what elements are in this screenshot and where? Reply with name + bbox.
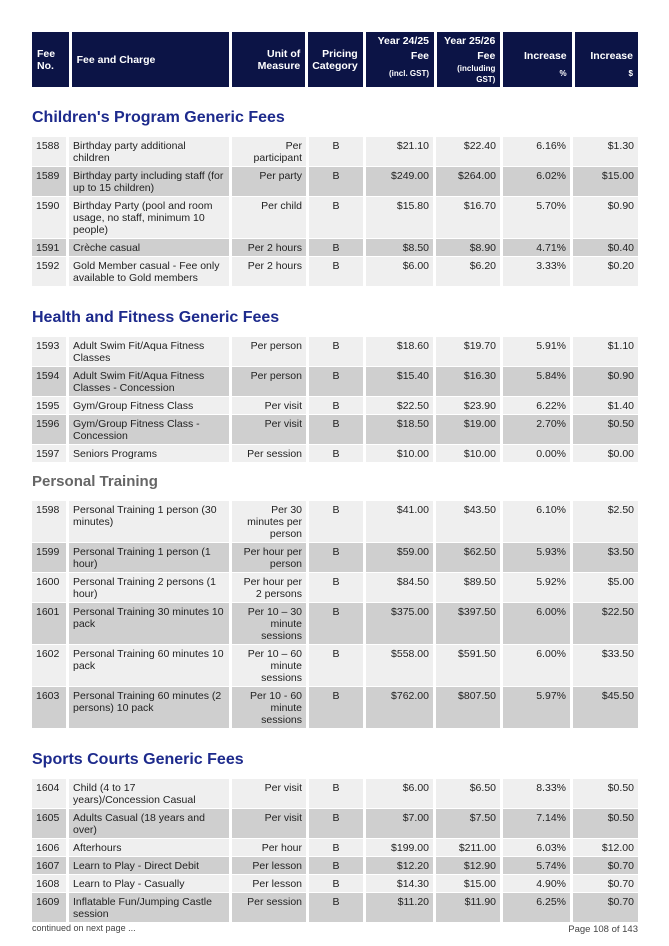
fee-number: 1603 [32, 687, 69, 729]
header-increase-pct [503, 32, 571, 87]
fee-2025-26: $8.90 [436, 239, 503, 257]
header-year2-title: Year 25/26 [443, 35, 496, 47]
header-fee-and-charge-label: Fee and Charge [76, 54, 156, 66]
table-row [32, 415, 638, 445]
header-category-label: Pricing Category [312, 48, 358, 72]
header-increase-pct-unit: % [559, 69, 567, 78]
increase-percent: 8.33% [503, 779, 573, 809]
pricing-category: B [309, 857, 366, 875]
fee-2025-26: $6.20 [436, 257, 503, 287]
subsection-title: Personal Training [32, 473, 158, 490]
header-increase-dollar-label: Increase [590, 50, 633, 62]
increase-dollar: $33.50 [573, 645, 638, 687]
fee-name: Learn to Play - Casually [69, 875, 232, 893]
fee-number: 1598 [32, 501, 69, 543]
increase-percent: 7.14% [503, 809, 573, 839]
header-unit-of-measure [232, 32, 305, 87]
fee-2024-25: $249.00 [366, 167, 436, 197]
page-number: Page 108 of 143 [568, 924, 638, 935]
section-title: Sports Courts Generic Fees [32, 751, 244, 768]
table-row [32, 337, 638, 367]
unit-of-measure: Per party [232, 167, 309, 197]
fee-number: 1602 [32, 645, 69, 687]
pricing-category: B [309, 445, 366, 463]
fee-name: Crèche casual [69, 239, 232, 257]
fee-2024-25: $21.10 [366, 137, 436, 167]
fee-2025-26: $6.50 [436, 779, 503, 809]
increase-percent: 5.91% [503, 337, 573, 367]
pricing-category: B [309, 573, 366, 603]
pricing-category: B [309, 257, 366, 287]
fee-name: Learn to Play - Direct Debit [69, 857, 232, 875]
fee-number: 1595 [32, 397, 69, 415]
unit-of-measure: Per person [232, 337, 309, 367]
fee-2024-25: $15.80 [366, 197, 436, 239]
table-row [32, 239, 638, 257]
fee-name: Personal Training 30 minutes 10 pack [69, 603, 232, 645]
increase-percent: 6.02% [503, 167, 573, 197]
fee-schedule-page [32, 32, 638, 923]
fee-number: 1605 [32, 809, 69, 839]
fee-2025-26: $211.00 [436, 839, 503, 857]
section-title: Health and Fitness Generic Fees [32, 309, 280, 326]
increase-dollar: $0.90 [573, 367, 638, 397]
fee-number: 1599 [32, 543, 69, 573]
fee-2024-25: $84.50 [366, 573, 436, 603]
increase-percent: 0.00% [503, 445, 573, 463]
unit-of-measure: Per hour per 2 persons [232, 573, 309, 603]
unit-of-measure: Per 30 minutes per person [232, 501, 309, 543]
fee-name: Seniors Programs [69, 445, 232, 463]
fee-2024-25: $6.00 [366, 779, 436, 809]
fee-name: Adult Swim Fit/Aqua Fitness Classes - Concession [69, 367, 232, 397]
table-row [32, 893, 638, 923]
increase-dollar: $15.00 [573, 167, 638, 197]
pricing-category: B [309, 875, 366, 893]
pricing-category: B [309, 415, 366, 445]
fee-number: 1597 [32, 445, 69, 463]
increase-dollar: $2.50 [573, 501, 638, 543]
fee-2024-25: $59.00 [366, 543, 436, 573]
pricing-category: B [309, 367, 366, 397]
pricing-category: B [309, 501, 366, 543]
fee-table [32, 501, 638, 729]
fee-2024-25: $15.40 [366, 367, 436, 397]
table-row [32, 367, 638, 397]
header-increase-dollar [575, 32, 638, 87]
fee-name: Inflatable Fun/Jumping Castle session [69, 893, 232, 923]
table-row [32, 875, 638, 893]
fee-2025-26: $19.70 [436, 337, 503, 367]
fee-2024-25: $8.50 [366, 239, 436, 257]
increase-percent: 5.74% [503, 857, 573, 875]
increase-dollar: $1.40 [573, 397, 638, 415]
fee-name: Birthday Party (pool and room usage, no staff, minimum 10 people) [69, 197, 232, 239]
fee-2025-26: $807.50 [436, 687, 503, 729]
unit-of-measure: Per session [232, 445, 309, 463]
header-increase-pct-label: Increase [524, 50, 567, 62]
fee-2024-25: $14.30 [366, 875, 436, 893]
fee-2025-26: $62.50 [436, 543, 503, 573]
header-year2 [437, 32, 500, 87]
fee-2024-25: $18.50 [366, 415, 436, 445]
increase-dollar: $45.50 [573, 687, 638, 729]
increase-dollar: $0.50 [573, 779, 638, 809]
table-row [32, 257, 638, 287]
pricing-category: B [309, 779, 366, 809]
fee-2025-26: $7.50 [436, 809, 503, 839]
pricing-category: B [309, 893, 366, 923]
header-fee-no [32, 32, 69, 87]
table-row [32, 397, 638, 415]
increase-dollar: $12.00 [573, 839, 638, 857]
fee-2025-26: $89.50 [436, 573, 503, 603]
fee-name: Personal Training 60 minutes (2 persons) 10 pack [69, 687, 232, 729]
table-row [32, 809, 638, 839]
fee-name: Afterhours [69, 839, 232, 857]
continued-note: continued on next page ... [32, 923, 136, 933]
increase-percent: 5.97% [503, 687, 573, 729]
header-increase-dollar-unit: $ [628, 69, 633, 78]
increase-percent: 5.93% [503, 543, 573, 573]
unit-of-measure: Per hour [232, 839, 309, 857]
fee-name: Personal Training 1 person (30 minutes) [69, 501, 232, 543]
increase-dollar: $0.70 [573, 893, 638, 923]
unit-of-measure: Per session [232, 893, 309, 923]
fee-2024-25: $375.00 [366, 603, 436, 645]
increase-percent: 3.33% [503, 257, 573, 287]
table-row [32, 543, 638, 573]
increase-percent: 4.90% [503, 875, 573, 893]
pricing-category: B [309, 809, 366, 839]
increase-dollar: $0.70 [573, 857, 638, 875]
fee-2025-26: $22.40 [436, 137, 503, 167]
increase-percent: 5.70% [503, 197, 573, 239]
fee-2025-26: $12.90 [436, 857, 503, 875]
fee-name: Birthday party including staff (for up to 15 children) [69, 167, 232, 197]
unit-of-measure: Per 2 hours [232, 239, 309, 257]
pricing-category: B [309, 687, 366, 729]
header-fee-and-charge [72, 32, 229, 87]
fee-table [32, 137, 638, 287]
unit-of-measure: Per visit [232, 415, 309, 445]
fee-name: Gym/Group Fitness Class - Concession [69, 415, 232, 445]
increase-dollar: $0.40 [573, 239, 638, 257]
increase-dollar: $0.50 [573, 415, 638, 445]
unit-of-measure: Per visit [232, 779, 309, 809]
fee-2025-26: $16.70 [436, 197, 503, 239]
table-header [32, 32, 638, 87]
fee-2024-25: $18.60 [366, 337, 436, 367]
header-pricing-category [308, 32, 362, 87]
fee-number: 1604 [32, 779, 69, 809]
unit-of-measure: Per lesson [232, 875, 309, 893]
fee-2024-25: $199.00 [366, 839, 436, 857]
pricing-category: B [309, 645, 366, 687]
unit-of-measure: Per 10 – 30 minute sessions [232, 603, 309, 645]
fee-2024-25: $762.00 [366, 687, 436, 729]
header-year1-note: (incl. GST) [389, 69, 429, 78]
fee-2024-25: $41.00 [366, 501, 436, 543]
header-year1 [366, 32, 434, 87]
header-year1-fee: Fee [410, 50, 429, 62]
table-row [32, 501, 638, 543]
table-row [32, 687, 638, 729]
fee-number: 1596 [32, 415, 69, 445]
fee-2025-26: $23.90 [436, 397, 503, 415]
increase-dollar: $1.10 [573, 337, 638, 367]
fee-name: Personal Training 2 persons (1 hour) [69, 573, 232, 603]
unit-of-measure: Per 2 hours [232, 257, 309, 287]
fee-name: Gym/Group Fitness Class [69, 397, 232, 415]
header-year1-title: Year 24/25 [377, 35, 429, 47]
unit-of-measure: Per 10 - 60 minute sessions [232, 687, 309, 729]
unit-of-measure: Per child [232, 197, 309, 239]
table-row [32, 779, 638, 809]
unit-of-measure: Per hour per person [232, 543, 309, 573]
fee-table [32, 337, 638, 463]
fee-name: Gold Member casual - Fee only available to Gold members [69, 257, 232, 287]
increase-percent: 5.84% [503, 367, 573, 397]
fee-name: Adults Casual (18 years and over) [69, 809, 232, 839]
increase-percent: 2.70% [503, 415, 573, 445]
header-year2-fee: Fee [477, 50, 496, 62]
fee-table [32, 779, 638, 923]
table-row [32, 839, 638, 857]
increase-percent: 6.25% [503, 893, 573, 923]
table-row [32, 137, 638, 167]
pricing-category: B [309, 397, 366, 415]
increase-dollar: $0.90 [573, 197, 638, 239]
fee-sections [32, 109, 638, 923]
header-unit-label: Unit of Measure [257, 48, 301, 72]
fee-name: Child (4 to 17 years)/Concession Casual [69, 779, 232, 809]
fee-number: 1592 [32, 257, 69, 287]
increase-dollar: $3.50 [573, 543, 638, 573]
header-fee-no-label: Fee No. [37, 48, 56, 72]
increase-percent: 6.00% [503, 603, 573, 645]
unit-of-measure: Per person [232, 367, 309, 397]
pricing-category: B [309, 167, 366, 197]
fee-2024-25: $7.00 [366, 809, 436, 839]
pricing-category: B [309, 337, 366, 367]
increase-percent: 4.71% [503, 239, 573, 257]
fee-number: 1594 [32, 367, 69, 397]
fee-2024-25: $11.20 [366, 893, 436, 923]
fee-name: Personal Training 60 minutes 10 pack [69, 645, 232, 687]
increase-dollar: $1.30 [573, 137, 638, 167]
unit-of-measure: Per lesson [232, 857, 309, 875]
fee-2024-25: $558.00 [366, 645, 436, 687]
pricing-category: B [309, 603, 366, 645]
increase-dollar: $22.50 [573, 603, 638, 645]
unit-of-measure: Per visit [232, 809, 309, 839]
fee-number: 1608 [32, 875, 69, 893]
fee-number: 1593 [32, 337, 69, 367]
fee-number: 1606 [32, 839, 69, 857]
header-year2-note: (including GST) [457, 64, 496, 84]
unit-of-measure: Per visit [232, 397, 309, 415]
table-row [32, 197, 638, 239]
increase-dollar: $0.50 [573, 809, 638, 839]
fee-2025-26: $16.30 [436, 367, 503, 397]
fee-2025-26: $19.00 [436, 415, 503, 445]
fee-2024-25: $10.00 [366, 445, 436, 463]
fee-name: Birthday party additional children [69, 137, 232, 167]
table-row [32, 857, 638, 875]
fee-2025-26: $43.50 [436, 501, 503, 543]
fee-2025-26: $15.00 [436, 875, 503, 893]
fee-number: 1601 [32, 603, 69, 645]
increase-percent: 6.03% [503, 839, 573, 857]
increase-percent: 6.10% [503, 501, 573, 543]
section-title: Children's Program Generic Fees [32, 109, 285, 126]
increase-dollar: $0.70 [573, 875, 638, 893]
fee-number: 1591 [32, 239, 69, 257]
table-row [32, 167, 638, 197]
fee-number: 1600 [32, 573, 69, 603]
pricing-category: B [309, 137, 366, 167]
unit-of-measure: Per participant [232, 137, 309, 167]
fee-2025-26: $264.00 [436, 167, 503, 197]
fee-2025-26: $10.00 [436, 445, 503, 463]
unit-of-measure: Per 10 – 60 minute sessions [232, 645, 309, 687]
increase-percent: 6.16% [503, 137, 573, 167]
table-row [32, 573, 638, 603]
table-row [32, 603, 638, 645]
fee-2025-26: $591.50 [436, 645, 503, 687]
fee-number: 1588 [32, 137, 69, 167]
fee-name: Personal Training 1 person (1 hour) [69, 543, 232, 573]
increase-percent: 5.92% [503, 573, 573, 603]
fee-2024-25: $22.50 [366, 397, 436, 415]
increase-dollar: $0.00 [573, 445, 638, 463]
increase-dollar: $5.00 [573, 573, 638, 603]
fee-number: 1607 [32, 857, 69, 875]
fee-2024-25: $12.20 [366, 857, 436, 875]
fee-number: 1589 [32, 167, 69, 197]
fee-name: Adult Swim Fit/Aqua Fitness Classes [69, 337, 232, 367]
fee-2025-26: $397.50 [436, 603, 503, 645]
fee-number: 1590 [32, 197, 69, 239]
fee-2025-26: $11.90 [436, 893, 503, 923]
table-row [32, 645, 638, 687]
table-row [32, 445, 638, 463]
pricing-category: B [309, 197, 366, 239]
increase-percent: 6.00% [503, 645, 573, 687]
pricing-category: B [309, 239, 366, 257]
pricing-category: B [309, 543, 366, 573]
increase-dollar: $0.20 [573, 257, 638, 287]
fee-2024-25: $6.00 [366, 257, 436, 287]
fee-number: 1609 [32, 893, 69, 923]
pricing-category: B [309, 839, 366, 857]
increase-percent: 6.22% [503, 397, 573, 415]
